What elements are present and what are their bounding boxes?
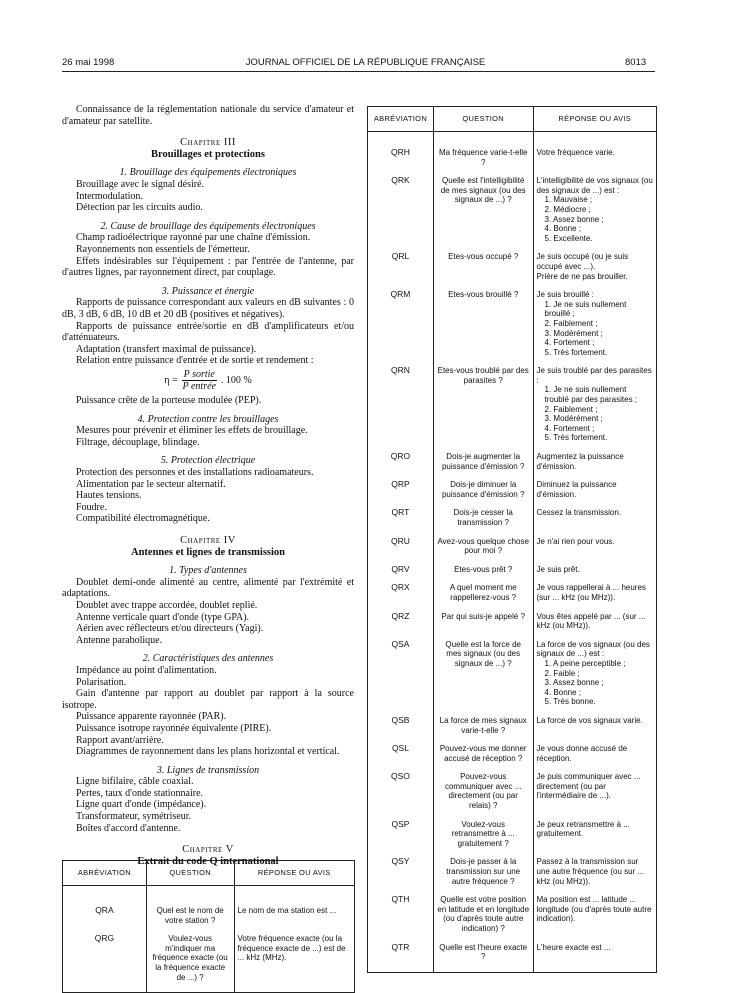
q-code-table-left <box>62 860 355 993</box>
text-line: Relation entre puissance d'entrée et de sortie et rendement : <box>76 355 314 367</box>
q-code-cell: QSL <box>368 744 434 772</box>
table-row <box>368 857 657 895</box>
response-line: L'intelligibilité de vos signaux (ou des signaux de ...) est : <box>536 176 653 195</box>
question-cell: Quel est le nom de votre station ? <box>146 906 234 934</box>
text-line: Foudre. <box>76 501 107 513</box>
spacer-row <box>368 132 657 149</box>
response-cell <box>533 583 656 611</box>
question-cell: Quelle est la force de mes signaux (ou des signaux de ...) ? <box>433 640 533 716</box>
text-line: Boîtes d'accord d'antenne. <box>76 822 181 834</box>
spacer-cell <box>433 132 533 149</box>
section-title: 3. Lignes de transmission <box>156 764 260 776</box>
formula-numerator: P sortie <box>183 368 215 380</box>
q-code-cell: QRZ <box>368 612 434 640</box>
response-sub-item: 2. Faible ; <box>544 668 580 678</box>
table-row <box>368 820 657 858</box>
text-line: Puissance crête de la porteuse modulée (PEP). <box>76 395 262 407</box>
text-line: Puissance apparente rayonnée (PAR). <box>76 711 227 723</box>
text-line: Compatibilité électromagnétique. <box>76 513 210 525</box>
response-sub-item: 1. Je ne suis nullement brouillé ; <box>544 299 627 319</box>
text-line: Antenne verticale quart d'onde (type GPA). <box>76 611 250 623</box>
table-body <box>63 886 355 993</box>
header-date: 26 mai 1998 <box>62 57 115 68</box>
section-title: 4. Protection contre les brouillages <box>137 413 279 425</box>
response-sub-item: 1. Mauvaise ; <box>544 195 593 205</box>
response-sub-item: 3. Assez bonne ; <box>544 214 604 224</box>
response-cell <box>533 820 656 858</box>
response-cell <box>533 640 656 716</box>
table-row <box>368 148 657 176</box>
response-sub-item: 4. Fortement ; <box>544 338 595 348</box>
column-header-response: RÉPONSE OU AVIS <box>234 861 354 886</box>
table-row <box>368 716 657 744</box>
question-cell: A quel moment me rappellerez-vous ? <box>433 583 533 611</box>
efficiency-formula <box>62 369 354 393</box>
section-title: 2. Caractéristiques des antennes <box>142 653 274 665</box>
text-line: Impédance au point d'alimentation. <box>76 664 217 676</box>
question-cell: Etes-vous prêt ? <box>433 565 533 584</box>
left-column <box>62 104 354 867</box>
text-line: Champ radioélectrique rayonné par une chaîne d'émission. <box>76 232 311 244</box>
spacer-cell <box>63 886 147 907</box>
text-line: Rapport avant/arrière. <box>76 734 164 746</box>
question-cell: Avez-vous quelque chose pour moi ? <box>433 537 533 565</box>
response-cell <box>533 176 656 252</box>
response-line: Je vous rappellerai à ... heures (sur ... kHz (ou MHz)). <box>536 583 646 602</box>
q-code-cell: QRV <box>368 565 434 584</box>
text-line: Pertes, taux d'onde stationnaire. <box>76 787 204 799</box>
q-code-cell: QRP <box>368 480 434 508</box>
q-code-cell: QRO <box>368 452 434 480</box>
formula-denominator: P entrée <box>182 381 216 393</box>
response-sub-item: 1. Je ne suis nullement troublé par des parasites ; <box>544 385 638 405</box>
question-cell: Par qui suis-je appelé ? <box>433 612 533 640</box>
response-line: Prière de ne pas brouiller. <box>536 271 628 281</box>
text-line: Détection par les circuits audio. <box>76 202 203 214</box>
column-header-abbreviation: ABRÉVIATION <box>368 107 434 132</box>
text-line: Doublet avec trappe accordée, doublet replié. <box>76 599 258 611</box>
response-cell <box>533 366 656 452</box>
q-code-cell: QSA <box>368 640 434 716</box>
response-cell <box>533 716 656 744</box>
chapter-3-title: Brouillages et protections <box>151 148 265 160</box>
q-code-cell: QRA <box>63 906 147 934</box>
spacer-cell <box>234 886 354 907</box>
response-sub-item: 5. Très fortement. <box>544 433 608 443</box>
q-code-cell: QRL <box>368 252 434 290</box>
column-header-question: QUESTION <box>433 107 533 132</box>
q-code-cell: QTR <box>368 943 434 973</box>
column-header-question: QUESTION <box>146 861 234 886</box>
section-title: 2. Cause de brouillage des équipements électroniques <box>100 220 316 232</box>
response-line: La force de vos signaux varie. <box>536 715 643 725</box>
question-cell: Dois-je cesser la transmission ? <box>433 508 533 536</box>
response-line: La force de vos signaux (ou des signaux de ...) est : <box>536 639 650 659</box>
response-line: Je suis brouillé : <box>536 290 594 300</box>
response-cell <box>533 772 656 819</box>
chapter-4-title: Antennes et lignes de transmission <box>130 546 285 558</box>
q-code-cell: QRX <box>368 583 434 611</box>
response-sub-item: 5. Très bonne. <box>544 697 596 707</box>
section-title: 5. Protection électrique <box>160 455 256 467</box>
q-code-cell: QRH <box>368 148 434 176</box>
response-cell <box>533 895 656 942</box>
question-cell: Etes-vous brouillé ? <box>433 290 533 366</box>
response-sub-item: 3. Modérément ; <box>544 414 603 424</box>
response-line: Augmentez la puissance d'émission. <box>536 452 624 471</box>
response-line: Je suis troublé par des parasites : <box>536 366 652 385</box>
response-line: Votre fréquence varie. <box>536 148 615 157</box>
table-row <box>368 565 657 584</box>
table-row <box>368 537 657 565</box>
question-cell: Dois-je augmenter la puissance d'émission ? <box>433 452 533 480</box>
response-cell <box>533 148 656 176</box>
response-cell: Le nom de ma station est ... <box>234 906 354 934</box>
text-line: Puissance isotrope rayonnée équivalente (PIRE). <box>76 722 272 734</box>
text-line: Rayonnements non essentiels de l'émetteur. <box>76 243 250 255</box>
response-sub-item: 2. Médiocre ; <box>544 204 591 214</box>
text-line: Alimentation par le secteur alternatif. <box>76 478 226 490</box>
question-cell: Ma fréquence varie-t-elle ? <box>433 148 533 176</box>
response-sub-item: 4. Fortement ; <box>544 423 595 433</box>
section-title: 3. Puissance et énergie <box>161 285 255 297</box>
header-rule <box>62 71 655 72</box>
question-cell: Etes-vous occupé ? <box>433 252 533 290</box>
question-cell: Dois-je passer à la transmission sur une autre fréquence ? <box>433 857 533 895</box>
q-code-cell: QSP <box>368 820 434 858</box>
column-header-abbreviation: ABRÉVIATION <box>63 861 147 886</box>
spacer-cell <box>368 132 434 149</box>
question-cell: Quelle est l'heure exacte ? <box>433 943 533 973</box>
table-row <box>368 612 657 640</box>
response-cell <box>533 252 656 290</box>
table-row <box>63 906 355 934</box>
intro-paragraph: Connaissance de la réglementation nationale du service d'amateur et d'amateur par satellite. <box>62 104 354 127</box>
chapter-5-label: Chapitre V <box>182 844 234 856</box>
chapter-5-title: Extrait du code Q international <box>137 855 279 867</box>
question-cell: Quelle est votre position en latitude et en longitude (ou d'après toute autre indication) ? <box>433 895 533 942</box>
response-sub-item: 3. Modérément ; <box>544 328 603 338</box>
response-line: Diminuez la puissance d'émission. <box>536 480 617 499</box>
response-sub-item: 2. Faiblement ; <box>544 404 598 414</box>
q-code-cell: QRU <box>368 537 434 565</box>
chapter-4-label: Chapitre IV <box>180 535 236 546</box>
text-line: Ligne quart d'onde (impédance). <box>76 799 207 811</box>
section-title: 1. Types d'antennes <box>169 565 247 577</box>
q-code-cell: QSO <box>368 772 434 819</box>
text-line: Adaptation (transfert maximal de puissance). <box>76 343 257 355</box>
response-cell <box>533 508 656 536</box>
table-row <box>368 772 657 819</box>
text-line: Aérien avec réflecteurs et/ou directeurs (Yagi). <box>76 623 264 635</box>
chapter-3-label: Chapitre III <box>180 137 236 149</box>
response-sub-item: 4. Bonne ; <box>544 687 581 697</box>
q-code-cell: QRK <box>368 176 434 252</box>
text-line: Brouillage avec le signal désiré. <box>76 178 205 190</box>
response-cell: Votre fréquence exacte (ou la fréquence exacte de ...) est de ... kHz (MHz). <box>234 934 354 992</box>
response-line: Je puis communiquer avec ... directement (ou par l'intermédiaire de ...). <box>536 772 641 801</box>
q-code-cell: QRT <box>368 508 434 536</box>
response-cell <box>533 744 656 772</box>
response-line: Passez à la transmission sur une autre fréquence (ou sur ... kHz (ou MHz)). <box>536 857 645 886</box>
q-code-cell: QSB <box>368 716 434 744</box>
text-line: Doublet demi-onde alimenté au centre, alimenté par l'extrémité et adaptations. <box>62 576 354 600</box>
header-page-number: 8013 <box>625 57 647 68</box>
text-line: Polarisation. <box>76 676 127 688</box>
spacer-cell <box>533 132 656 149</box>
text-line: Effets indésirables sur l'équipement : par l'entrée de l'antenne, par d'autres lignes, par rayonnement direct, par couplage. <box>62 255 354 279</box>
formula-eta: η = <box>164 375 178 387</box>
table-row <box>368 583 657 611</box>
response-line: Je peux retransmettre à ... gratuitement. <box>536 819 630 839</box>
text-line: Gain d'antenne par rapport au doublet par rapport à la source isotrope. <box>62 688 354 711</box>
section-title: 1. Brouillage des équipements électroniques <box>119 167 297 179</box>
response-line: Je vous donne accusé de réception. <box>536 744 628 763</box>
response-line: L'heure exacte est ... <box>536 942 611 952</box>
response-sub-item: 1. A peine perceptible ; <box>544 658 626 668</box>
response-cell <box>533 612 656 640</box>
table-row <box>368 640 657 716</box>
response-line: Je suis occupé (ou je suis occupé avec ...). <box>536 252 629 271</box>
table-row <box>368 366 657 452</box>
response-cell <box>533 290 656 366</box>
q-code-cell: QRM <box>368 290 434 366</box>
q-code-cell: QSY <box>368 857 434 895</box>
table-row <box>368 895 657 942</box>
text-line: Antenne parabolique. <box>76 634 163 646</box>
text-line: Rapports de puissance entrée/sortie en dB d'amplificateurs et/ou d'atténuateurs. <box>62 320 354 344</box>
formula-multiplier: . 100 % <box>220 375 252 387</box>
response-cell <box>533 943 656 973</box>
q-code-cell: QTH <box>368 895 434 942</box>
text-line: Protection des personnes et des installations radioamateurs. <box>76 467 314 479</box>
spacer-row <box>63 886 355 907</box>
q-code-cell: QRN <box>368 366 434 452</box>
header-journal-title: JOURNAL OFFICIEL DE LA RÉPUBLIQUE FRANÇAISE <box>245 57 486 68</box>
table-row <box>368 176 657 252</box>
text-line: Mesures pour prévenir et éliminer les effets de brouillage. <box>76 425 308 437</box>
text-line: Hautes tensions. <box>76 490 142 502</box>
response-line: Je n'ai rien pour vous. <box>536 536 615 546</box>
table-row <box>63 934 355 992</box>
text-line: Diagrammes de rayonnement dans les plans horizontal et vertical. <box>76 746 340 758</box>
text-line: Transformateur, symétriseur. <box>76 811 192 823</box>
question-cell: Pouvez-vous me donner accusé de réception ? <box>433 744 533 772</box>
text-line: Rapports de puissance correspondant aux valeurs en dB suivantes : 0 dB, 3 dB, 6 dB, 10 dB et 20 dB (positives et négatives). <box>62 297 354 320</box>
q-code-table-right <box>367 106 657 973</box>
question-cell: Etes-vous troublé par des parasites ? <box>433 366 533 452</box>
response-sub-item: 5. Excellente. <box>544 233 593 243</box>
table-row <box>368 508 657 536</box>
column-header-response: RÉPONSE OU AVIS <box>533 107 656 132</box>
spacer-cell <box>146 886 234 907</box>
table-row <box>368 943 657 973</box>
question-cell: Voulez-vous retransmettre à ... gratuitement ? <box>433 820 533 858</box>
response-cell <box>533 537 656 565</box>
q-code-cell: QRG <box>63 934 147 992</box>
text-line: Filtrage, découplage, blindage. <box>76 436 200 448</box>
table-row <box>368 252 657 290</box>
text-line: Intermodulation. <box>76 190 143 202</box>
table-row <box>368 744 657 772</box>
response-cell <box>533 565 656 584</box>
table-body <box>368 132 657 973</box>
response-cell <box>533 480 656 508</box>
response-sub-item: 4. Bonne ; <box>544 224 581 234</box>
table-row <box>368 290 657 366</box>
table-row <box>368 452 657 480</box>
text-line: Ligne bifilaire, câble coaxial. <box>76 776 194 788</box>
response-line: Ma position est ... latitude ... longitude (ou d'après toute autre indication). <box>536 895 652 924</box>
question-cell: La force de mes signaux varie-t-elle ? <box>433 716 533 744</box>
response-cell <box>533 857 656 895</box>
table-row <box>368 480 657 508</box>
response-sub-item: 3. Assez bonne ; <box>544 678 604 688</box>
question-cell: Quelle est l'intelligibilité de mes signaux (ou des signaux de ...) ? <box>433 176 533 252</box>
response-line: Vous êtes appelé par ... (sur ... kHz (ou MHz)). <box>536 611 646 631</box>
response-sub-item: 5. Très fortement. <box>544 347 608 357</box>
response-cell <box>533 452 656 480</box>
response-line: Cessez la transmission. <box>536 508 621 518</box>
response-sub-item: 2. Faiblement ; <box>544 318 598 328</box>
question-cell: Pouvez-vous communiquer avec ... directement (ou par relais) ? <box>433 772 533 819</box>
question-cell: Dois-je diminuer la puissance d'émission ? <box>433 480 533 508</box>
response-line: Je suis prêt. <box>536 564 580 574</box>
question-cell: Voulez-vous m'indiquer ma fréquence exacte (ou la fréquence exacte de ...) ? <box>146 934 234 992</box>
